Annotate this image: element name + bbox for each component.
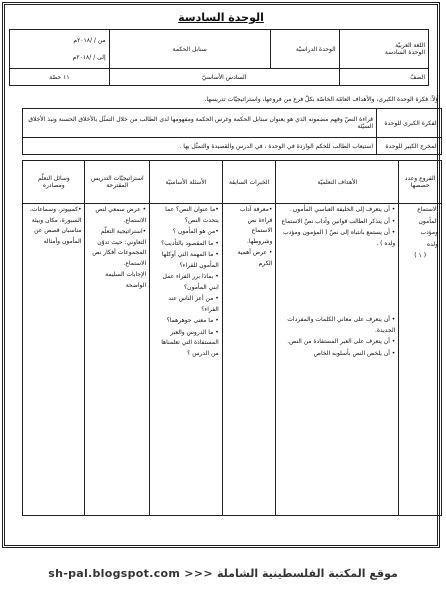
branch-line: المأمون	[418, 217, 438, 225]
question-item: • ما المقصود بالتأديب؟	[161, 239, 219, 247]
branch-line: ومؤدب	[420, 229, 438, 236]
footer	[0, 567, 446, 580]
branch-cell	[399, 204, 442, 516]
dates-cell	[10, 30, 110, 69]
objective-item: • أن يستمع بانتباه إلى نصّ ( المؤمون ومؤدب ولده ) .	[283, 229, 396, 247]
footer-url[interactable]: sh-pal.blogspot.com	[48, 567, 181, 580]
header-branch: الفروع وعدد حصصها	[399, 161, 442, 204]
big-idea-label: الفكرة الكبرى للوحدة	[377, 109, 442, 138]
resources-cell	[23, 204, 85, 516]
header-questions: الأسئلة الأساسيّة	[150, 161, 223, 204]
objectives-gap	[279, 250, 395, 314]
branch-line: ( ١ )	[414, 252, 427, 259]
lesson-title-cell: سنابل الحكمة	[109, 30, 270, 69]
question-item: • من أعز الناس عند الفراء؟	[168, 295, 219, 313]
strategies-cell	[85, 204, 150, 516]
branch-line: الاستماع	[417, 206, 438, 213]
unit-label: الوحدة السادسة	[384, 49, 425, 56]
class-value-cell: السادس الأساسيّ	[109, 69, 339, 86]
sessions-cell: ١١ حصّة	[10, 69, 110, 86]
prior-cell	[222, 204, 276, 516]
big-idea-text: قراءة النصّ وفهم مضمونه الذي هو بعنوان سنابل الحكمة وغرس الحكمة ومفهومها لدى الطالب من خلال التمثّل بالأخلاق الحسنة ونبذ الأخلاق السيّئة	[23, 109, 377, 138]
header-table	[9, 29, 429, 86]
header-strategies: استراتيجيّات التدريس المقترحة	[85, 161, 150, 204]
branch-line: ولده	[426, 240, 438, 248]
prior-item: • عرض أهمية الكرم	[237, 249, 273, 267]
objective-item: • أن يلخص النص بأسلوبه الخاص	[313, 349, 396, 357]
footer-site-name: موقع المكتبة الفلسطينية الشاملة	[216, 567, 398, 580]
question-item: • ما معنى جوهرهما؟	[166, 317, 219, 324]
outcome-text: استيعاب الطالب للحكم الواردة في الوحدة ، في الدرس والقصيدة والتمثّل بها .	[23, 138, 377, 155]
subject-label: اللغة العربيّة	[395, 42, 425, 49]
strategy-item: • عرض سمعي لنص الاستماع.	[95, 206, 147, 224]
resource-item: •كمبيوتر، وسماعات، السبورة، مكان وبيئة مناسبان قصص عن المأمون وأمثاله	[29, 206, 82, 245]
header-resources: وسائل التعلّم ومصادره	[23, 161, 85, 204]
objectives-cell	[276, 204, 399, 516]
goal-line: أوّلاً: فكرة الوحدة الكبرى، والأهداف العامّة الخاصّة بكلّ فرع من فروعها، واستراتيجيّات تدريسها.	[204, 96, 440, 103]
header-objectives: الأهداف التعلميّة	[276, 161, 399, 204]
question-item: • بماذا برر الفراء عمل ابني المأمون؟	[162, 273, 219, 291]
footer-arrows: >>>	[184, 567, 213, 580]
question-item: •من هو المأمون ؟	[172, 228, 219, 235]
question-item: • ما الدروس والعبر المستفادة التي تعلمناها من الدرس ؟	[161, 328, 219, 357]
objective-item: • أن يتعرف إلى الخليفة العباسي المأمون .	[289, 206, 396, 213]
lesson-label-cell: الوحدة الدراسيّة	[270, 30, 339, 69]
date-to: إلى / /٢٠١٨م	[72, 54, 106, 61]
question-item: •ما عنوان النص؟ عما يتحدث النص؟	[165, 206, 219, 224]
objective-item: • أن يتعرف على العبر المستفادة من النص.	[287, 338, 396, 345]
subject-cell	[339, 30, 428, 69]
questions-cell	[150, 204, 223, 516]
strategy-item: الإجابات السليمة الواضحة	[105, 271, 147, 289]
strategy-item: •استراتيجية التعلّم التعاوني: حيث تدوّن المجموعات أفكار نص الاستماع.	[92, 228, 147, 267]
prior-item: •معرفة آداب قراءة نص الاستماع وشروطها.	[239, 206, 273, 245]
unit-title: الوحدة السادسة	[178, 11, 264, 24]
question-item: • ما المهمة التي أوكلها المأمون للفراء؟	[161, 251, 219, 269]
date-from: من / /٢٠١٨م	[73, 37, 106, 44]
outcome-label: المخرج الكبير للوحدة	[377, 138, 442, 155]
header-prior: الخبرات السابقة	[222, 161, 276, 204]
lesson-table	[22, 160, 442, 516]
objective-item: • أن يتذكر الطالب قوانين وآداب نصّ الاستماع	[281, 217, 396, 225]
intro-table	[22, 108, 442, 155]
class-label-cell: الصفّ	[339, 69, 428, 86]
objective-item: • أن يتعرف على معاني الكلمات والمفردات الجديدة.	[287, 316, 396, 334]
